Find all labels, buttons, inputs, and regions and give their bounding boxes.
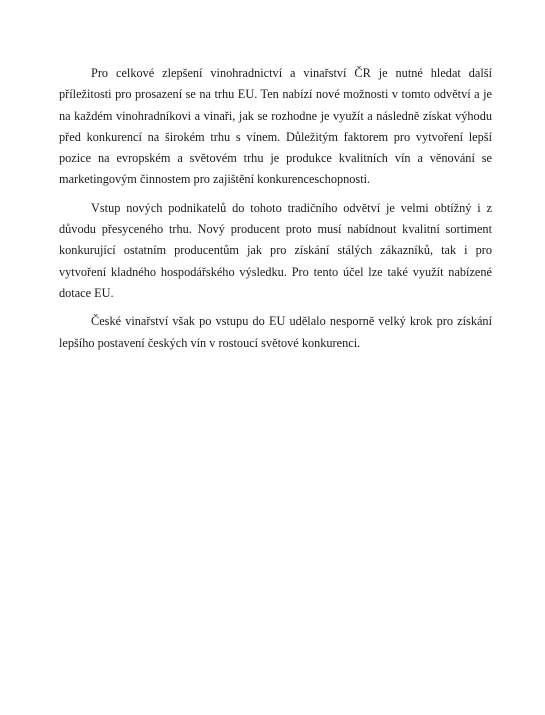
document-body — [59, 63, 492, 361]
paragraph-2: Vstup nových podnikatelů do tohoto tradičního odvětví je velmi obtížný i z důvodu přesyceného trhu. Nový producent proto musí nabídnout kvalitní sortiment konkurující ostatním producentům jak pro získání stálých zákazníků, tak i pro vytvoření kladného hospodářského výsledku. Pro tento účel lze také využít nabízené dotace EU. — [59, 200, 492, 300]
paragraph-1: Pro celkové zlepšení vinohradnictví a vinařství ČR je nutné hledat další příležitosti pro prosazení se na trhu EU. Ten nabízí nové možnosti v tomto odvětví a je na každém vinohradníkovi a vinaři, jak se rozhodne je využít a následně získat výhodu před konkurencí na širokém trhu s vínem. Důležitým faktorem pro vytvoření lepší pozice na evropském a světovém trhu je produkce kvalitních vín a věnování se marketingovým činnostem pro zajištění konkurenceschopnosti. — [59, 66, 492, 187]
paragraph-3: České vinařství však po vstupu do EU udělalo nesporně velký krok pro získání lepšího postavení českých vín v rostoucí světové konkurenci. — [59, 314, 492, 350]
